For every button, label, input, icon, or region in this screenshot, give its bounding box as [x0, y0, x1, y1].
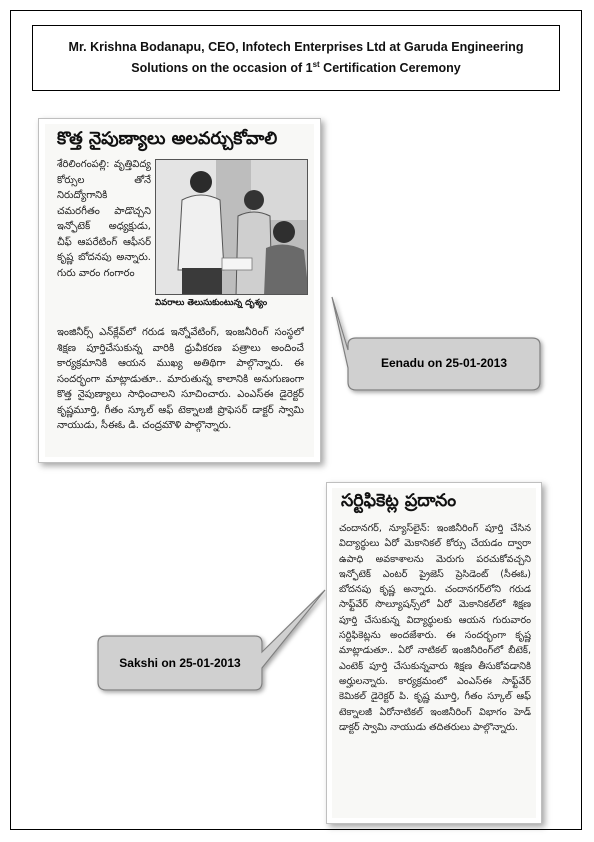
title-line-2-tail: Certification Ceremony: [319, 61, 461, 75]
sakshi-callout-label: Sakshi on 25-01-2013: [119, 656, 241, 670]
eenadu-column-text: శేరిలింగంపల్లి: వృత్తివిద్య కోర్సుల తోనే నిరుద్యోగానికి చమరగీతం పాడొచ్చని ఇన్ఫోటెక్ అధ్యక్షుడు, చీఫ్ ఆపరేటింగ్ ఆఫీసర్ కృష్ణ బోదనపు అన్నారు. గురు వారం గంగారం: [57, 159, 151, 279]
sakshi-body-text: చందానగర్, న్యూస్‌లైన్: ఇంజినీరింగ్ పూర్తి చేసిన విద్యార్థులు ఏరో మెకానికల్ కోర్సు చేయడం ద్వారా ఉపాధి అవకాశాలను మెరుగు పరచుకోవచ్చని ఇన్ఫోటెక్ ఎంటర్ ప్రైజెస్ ప్రెసిడెంట్ (సీఈఓ) బోదనపు కృష్ణ అన్నారు. చందానగర్‌లోని గరుడ సాఫ్ట్‌వేర్ సొల్యూషన్స్‌లో ఏరో మెకానికల్‌లో శిక్షణ పూర్తి చేసుకున్న విద్యార్థులకు ఆయన గురువారం సర్టిఫికెట్లను అందజేశారు. ఈ సందర్భంగా కృష్ణ మాట్లాడుతూ.. ఏరో నాటికల్ ఇంజినీరింగ్‌లో బీటెక్, ఎంటెక్ పూర్తి చేసుకున్నవారు శిక్షణ తీసుకోవడానికి అర్హులన్నారు. కార్యక్రమంలో ఎంఎస్ఈ సాఫ్ట్‌వేర్ కెమికల్ డైరెక్టర్ పి. కృష్ణ మూర్తి, గీతం స్కూల్ ఆఫ్ టెక్నాలజీ ఏరోనాటికల్ ఇంజినీరింగ్ విభాగం హెడ్ డాక్టర్ స్వామి నాయుడు తదితరులు పాల్గొన్నారు.: [339, 523, 531, 733]
eenadu-callout-label: Eenadu on 25-01-2013: [380, 356, 508, 370]
eenadu-photo-caption: వివరాలు తెలుసుకుంటున్న దృశ్యం: [155, 298, 268, 308]
title-line-2-text: Solutions on the occasion of 1: [131, 61, 313, 75]
eenadu-headline: కొత్త నైపుణ్యాలు అలవర్చుకోవాలి: [57, 129, 278, 149]
eenadu-photo-figures: [156, 160, 308, 295]
eenadu-photo: [155, 159, 308, 295]
eenadu-clipping: [38, 118, 321, 463]
sakshi-headline: సర్టిఫికెట్ల ప్రదానం: [341, 491, 457, 511]
title-superscript: st: [312, 59, 320, 69]
title-line-1: Mr. Krishna Bodanapu, CEO, Infotech Enterprises Ltd at Garuda Engineering: [68, 40, 524, 54]
eenadu-callout: [348, 338, 540, 390]
sakshi-clipping: [326, 482, 542, 824]
eenadu-body-text: ఇంజినీర్స్ ఎన్‌క్లేవ్‌లో గరుడ ఇన్నోవేటింగ్, ఇంజనీరింగ్ సంస్థలో శిక్షణ పూర్తిచేసుకున్న వారికి ధ్రువీకరణ పత్రాలు అందించే కార్యక్రమానికి ఆయన ముఖ్య అతిథిగా పాల్గొన్నారు. ఈ సందర్భంగా మాట్లాడుతూ.. మారుతున్న కాలానికి అనుగుణంగా కొత్త నైపుణ్యాలు సాధించాలని సూచించారు. ఎంఎస్ఈ డైరెక్టర్ కృష్ణమూర్తి, గీతం స్కూల్ ఆఫ్ టెక్నాలజీ ప్రొఫెసర్ డాక్టర్ స్వామి నాయుడు, సీఈఓ డి. చంద్రమౌళి పాల్గొన్నారు.: [57, 327, 304, 431]
sakshi-callout: [98, 636, 262, 690]
